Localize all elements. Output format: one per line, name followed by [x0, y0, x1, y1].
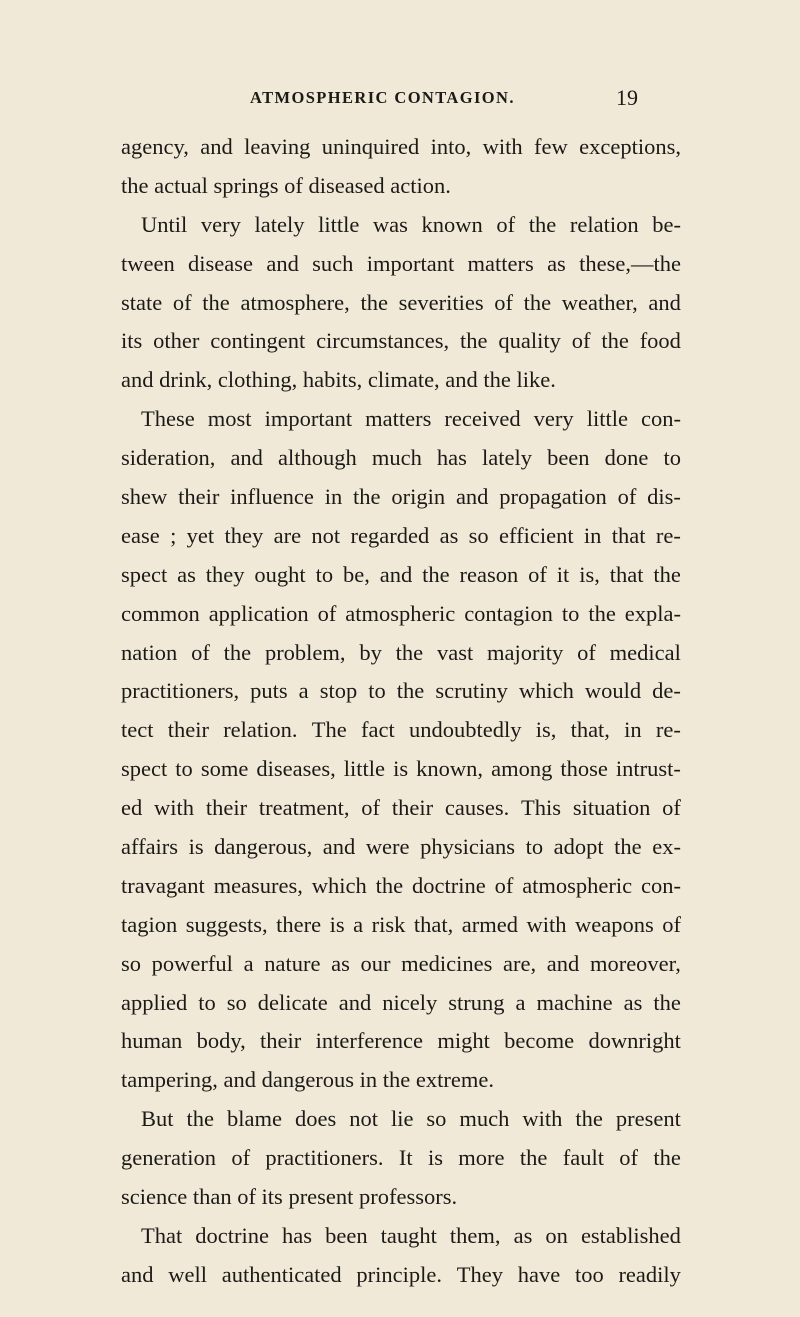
text-line: These most important matters received very little con- [141, 406, 681, 432]
text-line: tween disease and such important matters as these,—the [121, 250, 681, 276]
text-line: applied to so delicate and nicely strung a machine as the [121, 989, 681, 1015]
text-line: shew their influence in the origin and propagation of dis- [121, 484, 681, 510]
text-line: and well authenticated principle. They have too readily [121, 1261, 681, 1287]
text-line: state of the atmosphere, the severities of the weather, and [121, 289, 681, 315]
text-line: practitioners, puts a stop to the scrutiny which would de- [121, 678, 681, 704]
text-line: common application of atmospheric contagion to the expla- [121, 600, 681, 626]
text-line: sideration, and although much has lately been done to [121, 445, 681, 471]
running-head-title: ATMOSPHERIC CONTAGION. [250, 88, 515, 107]
text-line: so powerful a nature as our medicines are, and moreover, [121, 950, 681, 976]
text-line: That doctrine has been taught them, as on established [141, 1222, 681, 1248]
text-line: tect their relation. The fact undoubtedly is, that, in re- [121, 717, 681, 743]
running-head [0, 85, 800, 118]
text-line: science than of its present professors. [121, 1184, 458, 1210]
text-line: nation of the problem, by the vast majority of medical [121, 639, 681, 665]
text-line: ease ; yet they are not regarded as so efficient in that re- [121, 522, 681, 548]
page-number: 19 [616, 85, 638, 110]
text-line: But the blame does not lie so much with the present [141, 1106, 681, 1132]
text-line: agency, and leaving uninquired into, with few exceptions, [121, 134, 681, 159]
text-line: human body, their interference might become downright [121, 1028, 681, 1054]
text-line: ed with their treatment, of their causes. This situation of [121, 795, 681, 821]
text-line: its other contingent circumstances, the quality of the food [121, 328, 681, 354]
text-line: tampering, and dangerous in the extreme. [121, 1067, 494, 1093]
text-line: tagion suggests, there is a risk that, armed with weapons of [121, 911, 681, 937]
text-line: affairs is dangerous, and were physicians to adopt the ex- [121, 834, 681, 860]
text-line: generation of practitioners. It is more the fault of the [121, 1145, 681, 1171]
text-line: spect as they ought to be, and the reason of it is, that the [121, 561, 681, 587]
body-text [121, 128, 681, 1295]
text-line: spect to some diseases, little is known, among those intrust- [121, 756, 681, 782]
text-line: and drink, clothing, habits, climate, and the like. [121, 367, 556, 393]
text-line: the actual springs of diseased action. [121, 172, 451, 198]
text-line: Until very lately little was known of the relation be- [141, 211, 681, 237]
text-line: travagant measures, which the doctrine of atmospheric con- [121, 872, 681, 898]
